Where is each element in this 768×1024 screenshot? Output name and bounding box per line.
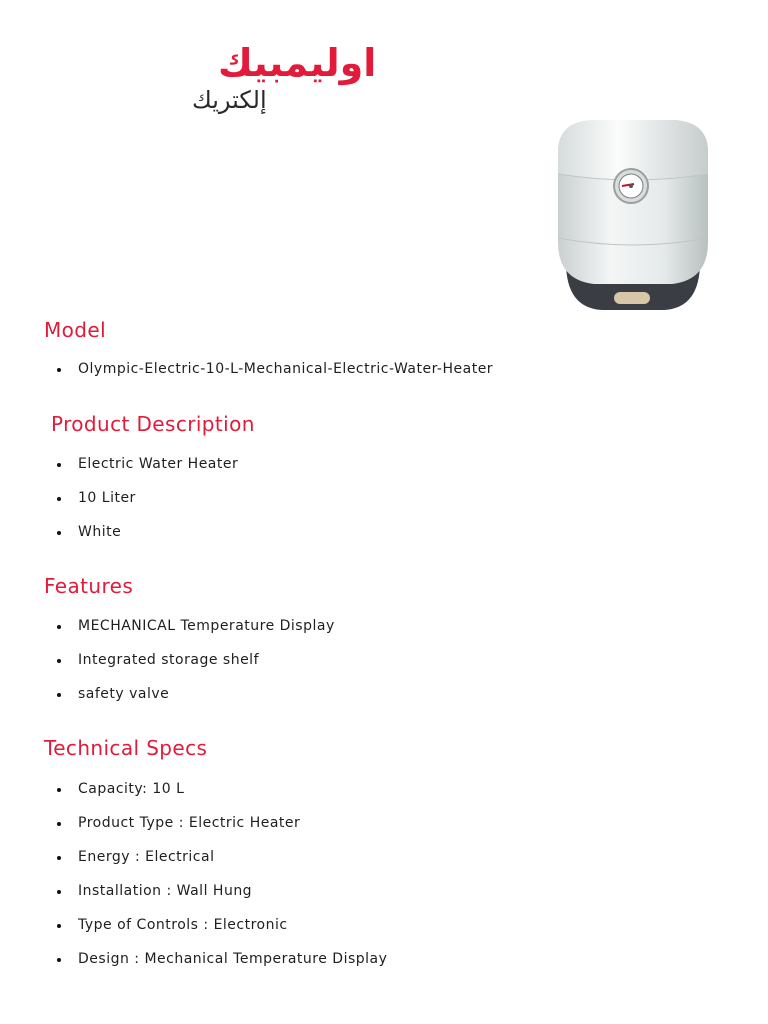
list-item-text: Installation : Wall Hung (78, 883, 253, 899)
list-item-text: Energy : Electrical (78, 849, 215, 865)
bullet-icon (57, 693, 61, 697)
bullet-icon (57, 890, 61, 894)
logo-arabic-line2: إلكتريك (192, 86, 267, 114)
list-item (50, 481, 238, 515)
list-item-text: safety valve (78, 686, 170, 702)
bullet-icon (57, 822, 61, 826)
bullet-icon (57, 659, 61, 663)
list-item (50, 352, 493, 386)
list-item-text: White (78, 524, 122, 540)
bullet-icon (57, 856, 61, 860)
list-item-text: 10 Liter (78, 490, 136, 506)
water-heater-image (552, 112, 714, 318)
list-item (50, 447, 238, 481)
list-item (50, 515, 238, 549)
specs-list (50, 772, 387, 976)
list-item (50, 772, 387, 806)
list-item (50, 677, 335, 711)
section-title-description: Product Description (51, 412, 255, 436)
brand-logo (40, 40, 377, 120)
bullet-icon (57, 924, 61, 928)
list-item-text: MECHANICAL Temperature Display (78, 618, 335, 634)
bullet-icon (57, 497, 61, 501)
list-item-text: Type of Controls : Electronic (78, 917, 288, 933)
bullet-icon (57, 958, 61, 962)
section-title-specs: Technical Specs (44, 736, 208, 760)
bullet-icon (57, 788, 61, 792)
list-item (50, 840, 387, 874)
list-item (50, 609, 335, 643)
bullet-icon (57, 463, 61, 467)
list-item (50, 908, 387, 942)
list-item-text: Design : Mechanical Temperature Display (78, 951, 388, 967)
model-list (50, 352, 493, 386)
list-item-text: Olympic-Electric-10-L-Mechanical-Electric-Water-Heater (78, 361, 494, 377)
list-item (50, 942, 387, 976)
list-item-text: Integrated storage shelf (78, 652, 259, 668)
description-list (50, 447, 238, 549)
logo-arabic-line1: اوليمبيك (218, 41, 377, 85)
bullet-icon (57, 368, 61, 372)
section-title-model: Model (44, 318, 107, 342)
list-item-text: Product Type : Electric Heater (78, 815, 301, 831)
section-title-features: Features (44, 574, 134, 598)
features-list (50, 609, 335, 711)
bullet-icon (57, 531, 61, 535)
list-item-text: Electric Water Heater (78, 456, 239, 472)
list-item (50, 643, 335, 677)
list-item (50, 806, 387, 840)
bullet-icon (57, 625, 61, 629)
list-item-text: Capacity: 10 L (78, 781, 185, 797)
list-item (50, 874, 387, 908)
